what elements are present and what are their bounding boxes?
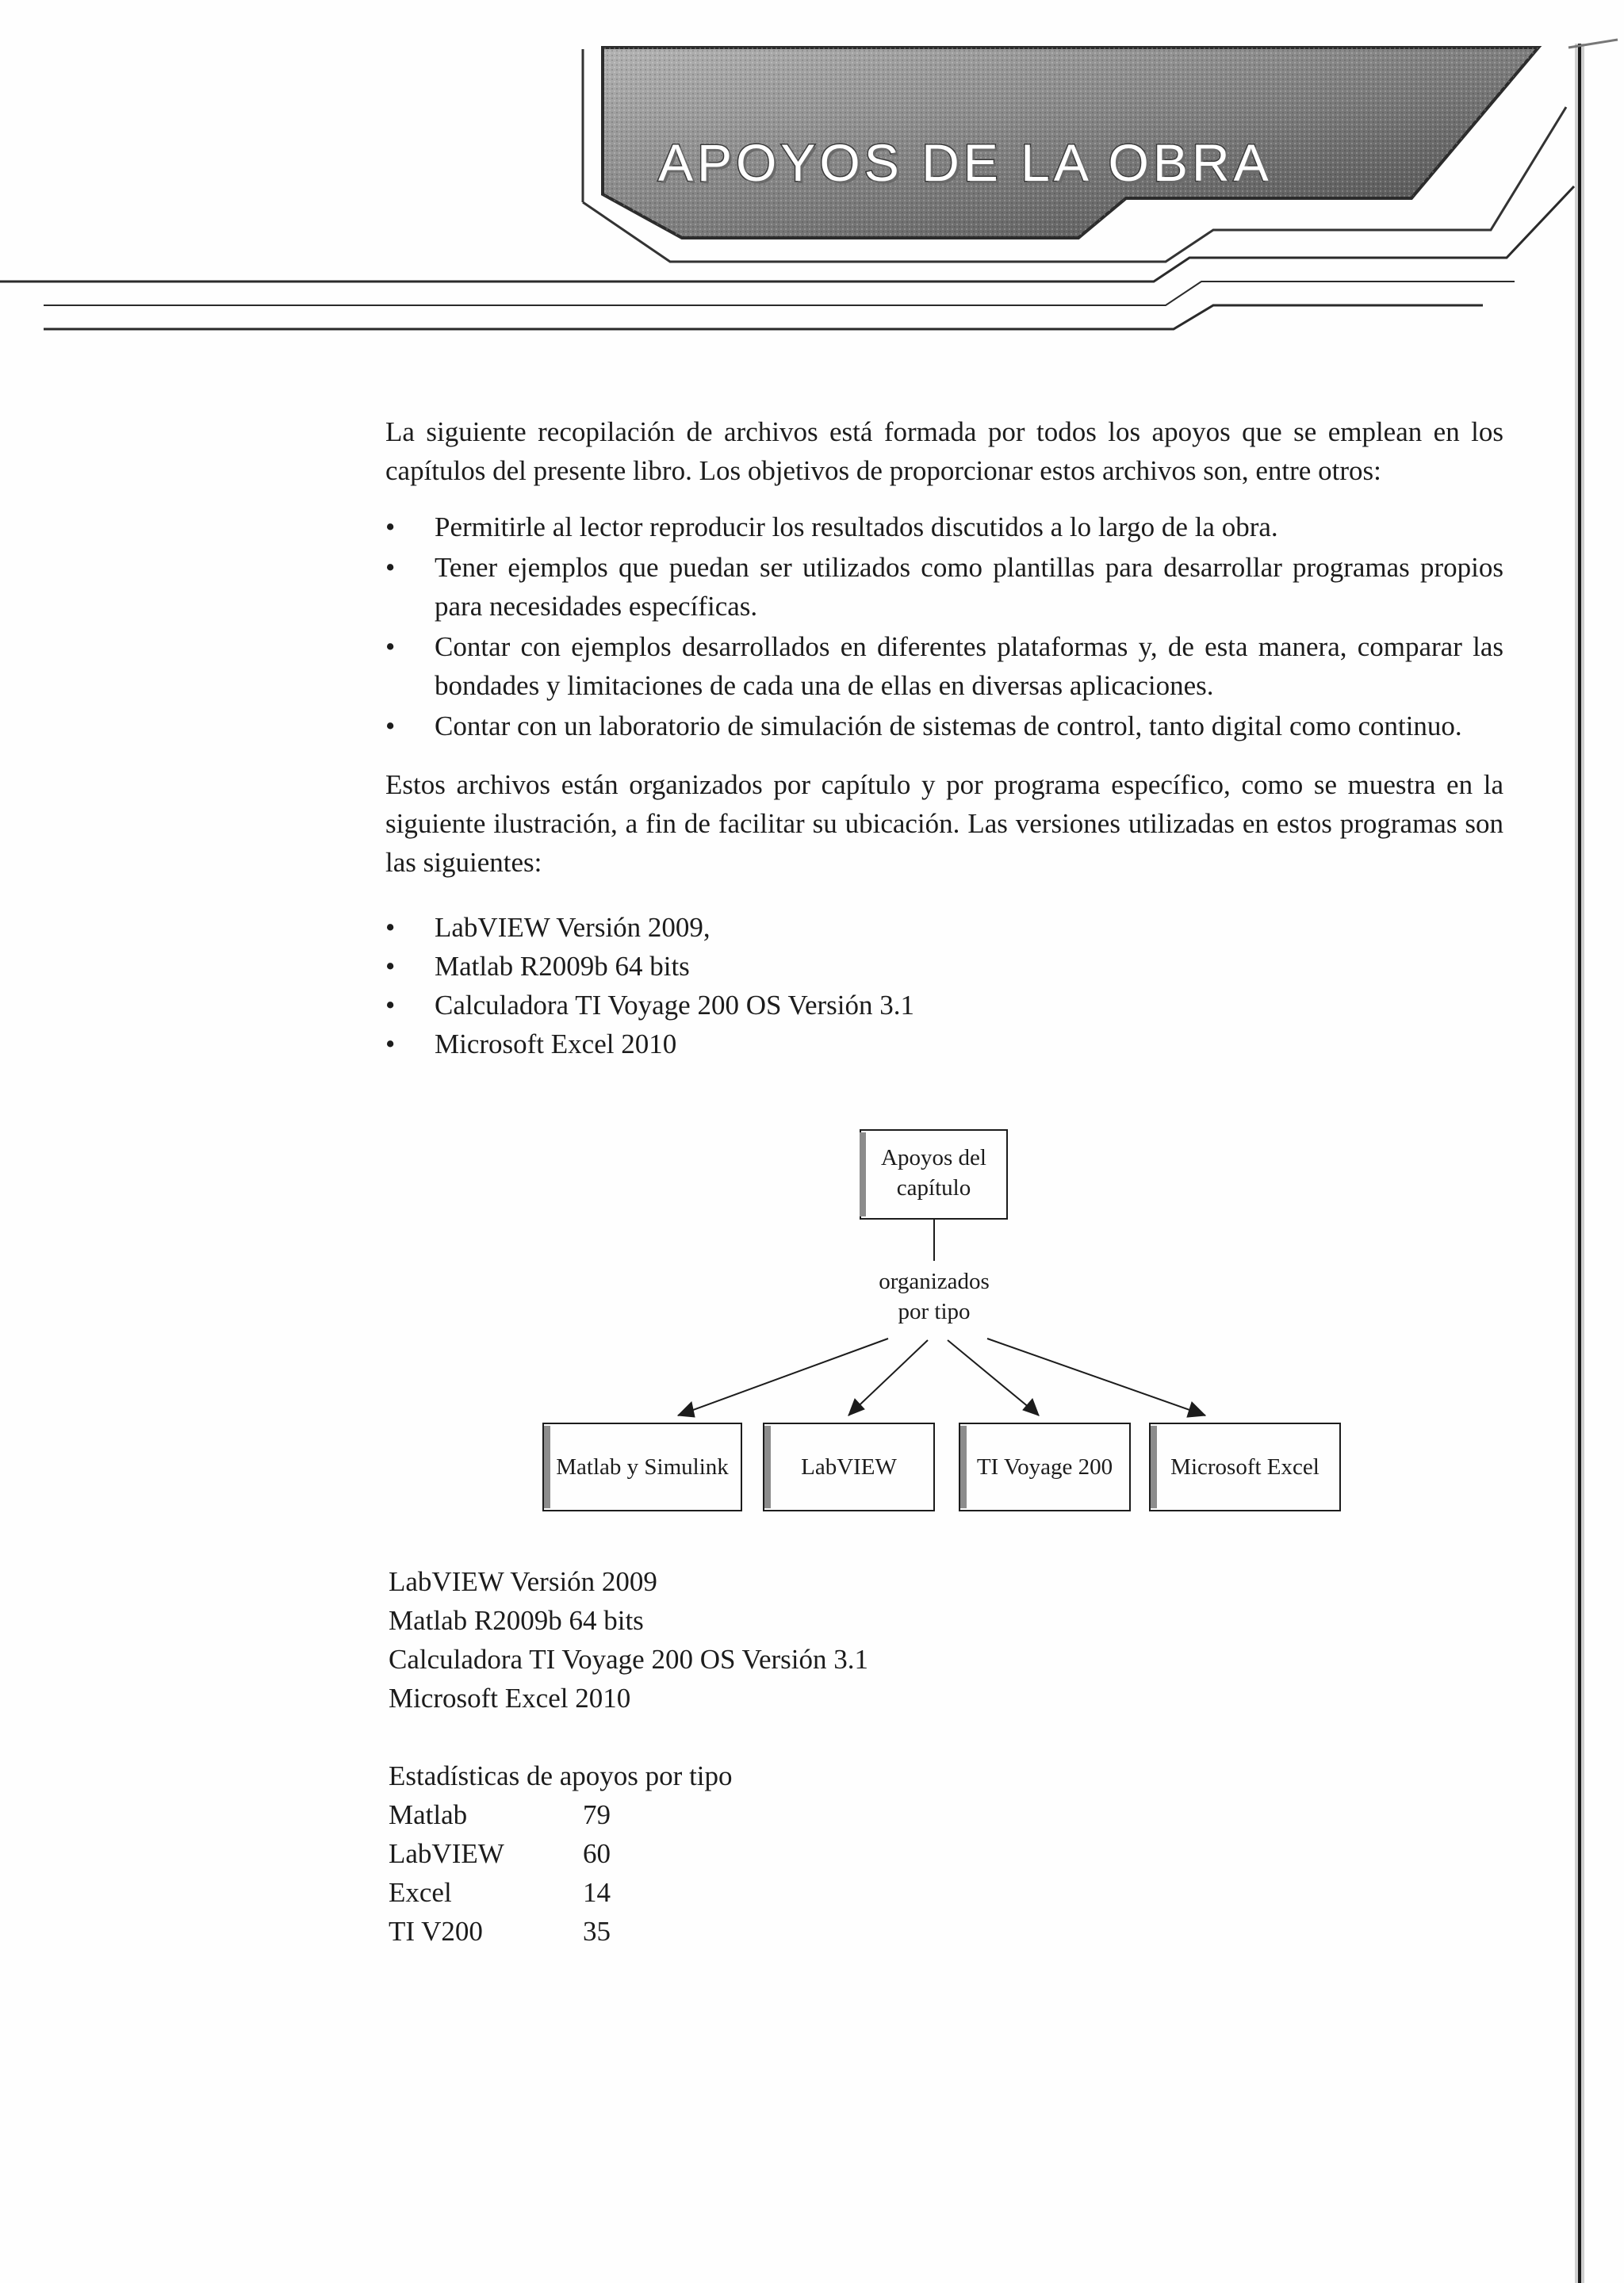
diagram-leaf-label: LabVIEW (801, 1454, 897, 1480)
list-item: • Permitirle al lector reproducir los resultados discutidos a lo largo de la obra. (385, 508, 1503, 546)
diagram-root-label (860, 1143, 1007, 1203)
table-row (389, 1834, 733, 1873)
stats-type: TI V200 (389, 1916, 483, 1947)
stats-type: Excel (389, 1877, 452, 1908)
list-item: • Contar con un laboratorio de simulación de sistemas de control, tanto digital como continuo. (385, 707, 1503, 745)
intro-paragraph: La siguiente recopilación de archivos está formada por todos los apoyos que se emplean en los capítulos del presente libro. Los objetivos de proporcionar estos archivos son, entre otros: (385, 416, 1503, 486)
version-line: Calculadora TI Voyage 200 OS Versión 3.1 (389, 1644, 868, 1675)
list-item: • Contar con ejemplos desarrollados en diferentes plataformas y, de esta manera, comparar las bondades y limitaciones de cada una de ellas en diversas aplicaciones. (385, 627, 1503, 705)
list-item: • Tener ejemplos que puedan ser utilizados como plantillas para desarrollar programas propios para necesidades específicas. (385, 548, 1503, 626)
versions-list (385, 908, 1099, 1063)
list-item: • Matlab R2009b 64 bits (385, 947, 1099, 986)
stats-count: 35 (583, 1916, 611, 1947)
version-line: Matlab R2009b 64 bits (389, 1605, 644, 1636)
stats-count: 60 (583, 1838, 611, 1869)
diagram-root-line: Apoyos del (881, 1145, 986, 1170)
versions-summary (389, 1562, 868, 1718)
stats-table (389, 1756, 733, 1951)
diagram-connector-line: por tipo (898, 1299, 971, 1324)
stats-title: Estadísticas de apoyos por tipo (389, 1760, 733, 1791)
objectives-list (385, 508, 1503, 745)
chapter-title: APOYOS DE LA OBRA (658, 133, 1273, 192)
diagram-arrow (848, 1340, 928, 1415)
table-row (389, 1795, 733, 1834)
diagram-root-line: capítulo (896, 1175, 971, 1201)
list-item: • Microsoft Excel 2010 (385, 1025, 1099, 1063)
diagram-connector-label (855, 1266, 1013, 1327)
binding-edge (1568, 40, 1618, 2283)
diagram-arrow (987, 1339, 1205, 1415)
version-line: Microsoft Excel 2010 (389, 1683, 631, 1714)
list-item: • Calculadora TI Voyage 200 OS Versión 3.1 (385, 986, 1099, 1025)
list-item: • LabVIEW Versión 2009, (385, 908, 1099, 947)
diagram-leaf-label: Matlab y Simulink (556, 1454, 729, 1480)
organization-paragraph: Estos archivos están organizados por capítulo y por programa específico, como se muestra en la siguiente ilustración, a fin de facilitar su ubicación. Las versiones utilizadas en estos programas son las siguientes: (385, 769, 1503, 878)
stats-count: 14 (583, 1877, 611, 1908)
diagram-leaf-label: Microsoft Excel (1170, 1454, 1320, 1480)
version-line: LabVIEW Versión 2009 (389, 1566, 657, 1597)
diagram-connector-line: organizados (879, 1269, 990, 1294)
stats-type: LabVIEW (389, 1838, 504, 1869)
table-row (389, 1873, 733, 1912)
stats-count: 79 (583, 1799, 611, 1830)
stats-type: Matlab (389, 1799, 468, 1830)
diagram-leaf-label: TI Voyage 200 (976, 1454, 1113, 1480)
table-row (389, 1912, 733, 1951)
